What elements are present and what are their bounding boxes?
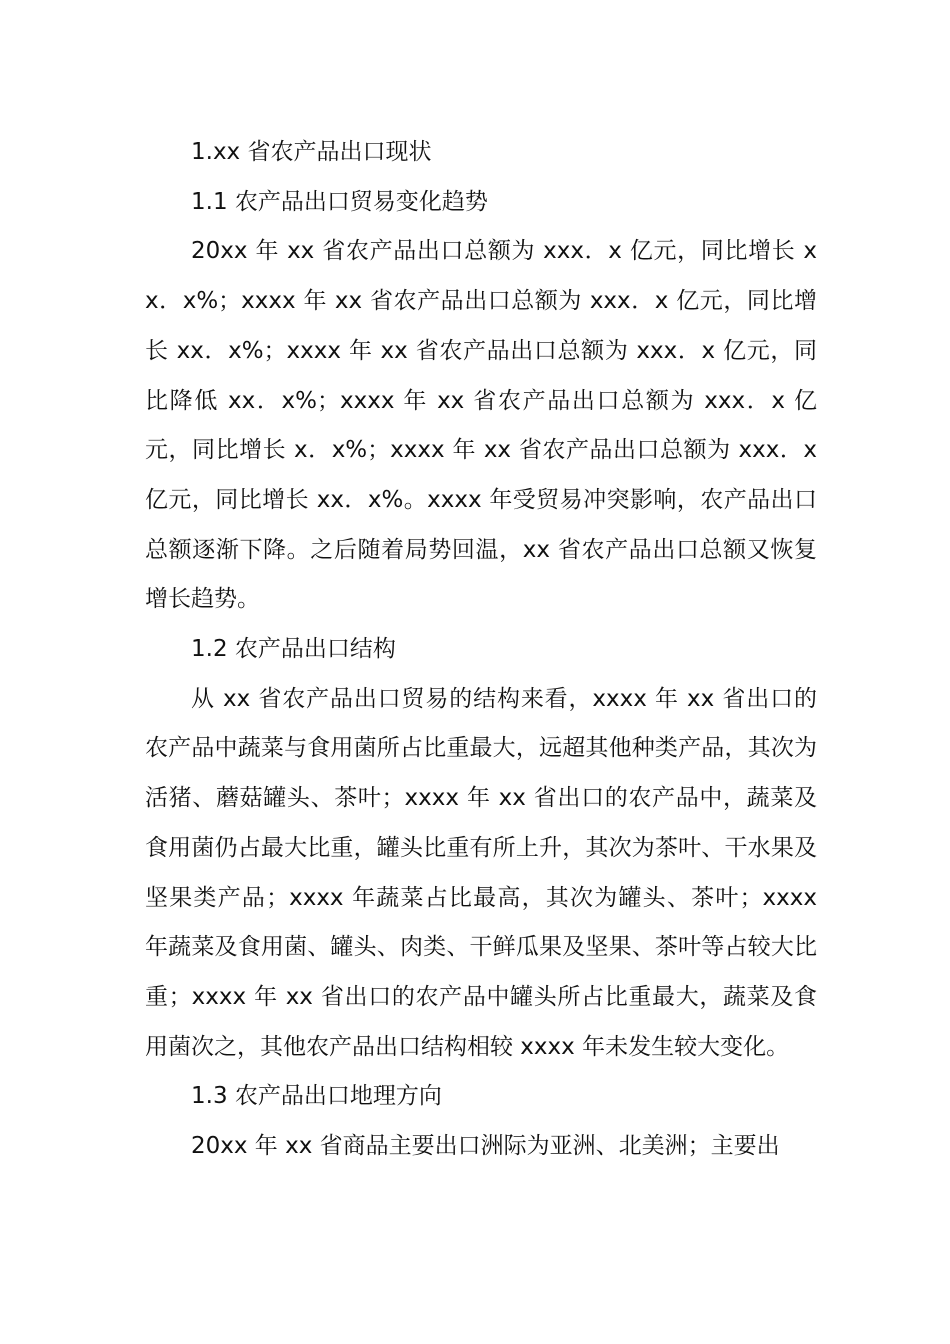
document-body <box>145 128 817 1172</box>
subsection-heading-1-2: 1.2 农产品出口结构 <box>191 636 396 663</box>
subsection-heading-1-3: 1.3 农产品出口地理方向 <box>191 1083 442 1110</box>
paragraph-export-trend: 20xx 年 xx 省农产品出口总额为 xxx．x 亿元，同比增长 xx．x%；xxxx 年 xx 省农产品出口总额为 xxx．x 亿元，同比增长 xx．x%；xxxx 年 xx 省农产品出口总额为 xxx．x 亿元，同比降低 xx．x%；xxxx 年 xx 省农产品出口总额为 xxx．x 亿元，同比增长 x．x%；xxxx 年 xx 省农产品出口总额为 xxx．x 亿元，同比增长 xx．x%。xxxx 年受贸易冲突影响，农产品出口总额逐渐下降。之后随着局势回温，xx 省农产品出口总额又恢复增长趋势。 <box>145 238 817 613</box>
paragraph-export-geography: 20xx 年 xx 省商品主要出口洲际为亚洲、北美洲；主要出 <box>191 1133 780 1160</box>
subsection-heading-1-1: 1.1 农产品出口贸易变化趋势 <box>191 188 488 215</box>
paragraph-export-structure: 从 xx 省农产品出口贸易的结构来看，xxxx 年 xx 省出口的农产品中蔬菜与食用菌所占比重最大，远超其他种类产品，其次为活猪、蘑菇罐头、茶叶；xxxx 年 xx 省出口的农产品中，蔬菜及食用菌仍占最大比重，罐头比重有所上升，其次为茶叶、干水果及坚果类产品；xxxx 年蔬菜占比最高，其次为罐头、茶叶；xxxx 年蔬菜及食用菌、罐头、肉类、干鲜瓜果及坚果、茶叶等占较大比重；xxxx 年 xx 省出口的农产品中罐头所占比重最大，蔬菜及食用菌次之，其他农产品出口结构相较 xxxx 年未发生较大变化。 <box>145 685 817 1060</box>
section-heading-1: 1.xx 省农产品出口现状 <box>191 139 432 165</box>
